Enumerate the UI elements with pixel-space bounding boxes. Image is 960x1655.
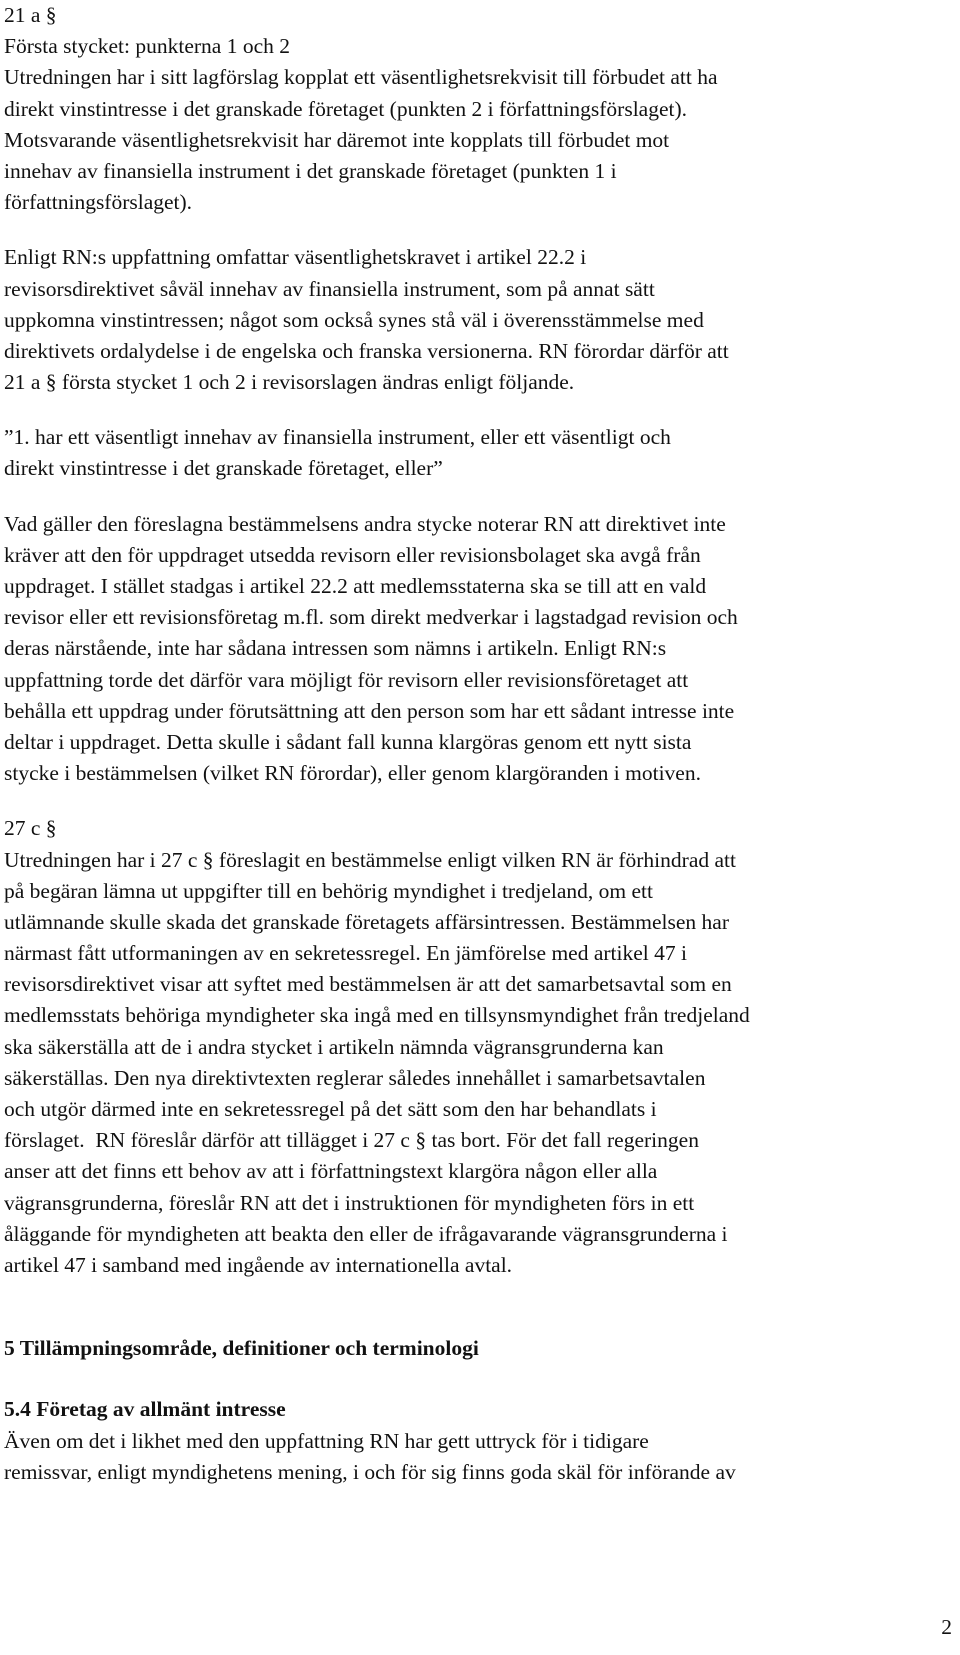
text-line: stycke i bestämmelsen (vilket RN förordar), eller genom klargöranden i motiven. [4, 761, 701, 786]
text-line: medlemsstats behöriga myndigheter ska ingå med en tillsynsmyndighet från tredjeland [4, 1003, 750, 1028]
text-line: förslaget. RN föreslår därför att tillägget i 27 c § tas bort. För det fall regeringen [4, 1128, 699, 1153]
text-line: Motsvarande väsentlighetsrekvisit har däremot inte kopplats till förbudet mot [4, 127, 670, 152]
text-line: och utgör därmed inte en sekretessregel på det sätt som den har behandlats i [4, 1097, 657, 1121]
document-page [4, 0, 952, 1488]
text-line: kräver att den för uppdraget utsedda revisorn eller revisionsbolaget ska avgå från [4, 542, 701, 567]
paragraph-2 [4, 242, 952, 398]
subheading-forsta-stycket: Första stycket: punkterna 1 och 2 [4, 34, 291, 59]
spacer [4, 218, 952, 242]
text-line: direktivets ordalydelse i de engelska och franska versionerna. RN förordar därför att [4, 338, 729, 363]
text-line: närmast fått utformaningen av en sekretessregel. En jämförelse med artikel 47 i [4, 941, 687, 966]
section-heading-5-4: 5.4 Företag av allmänt intresse [4, 1397, 286, 1422]
text-line: Utredningen har i 27 c § föreslagit en bestämmelse enligt vilken RN är förhindrad att [4, 847, 736, 872]
spacer [4, 398, 952, 422]
text-line: 21 a § första stycket 1 och 2 i revisorslagen ändras enligt följande. [4, 370, 575, 395]
paragraph-27c [4, 845, 952, 1282]
text-line: ”1. har ett väsentligt innehav av finansiella instrument, eller ett väsentligt och [4, 425, 671, 450]
text-line: författningsförslaget). [4, 190, 193, 215]
text-line: artikel 47 i samband med ingående av internationella avtal. [4, 1252, 513, 1277]
section-heading-21a: 21 a § [4, 3, 57, 27]
section-heading-27c: 27 c § [4, 816, 57, 841]
text-line: Enligt RN:s uppfattning omfattar väsentlighetskravet i artikel 22.2 i [4, 245, 587, 270]
text-line: remissvar, enligt myndighetens mening, i och för sig finns goda skäl för införande av [4, 1459, 736, 1484]
text-line: åläggande för myndigheten att beakta den eller de ifrågavarande vägransgrunderna i [4, 1221, 728, 1246]
chapter-heading: 5 Tillämpningsområde, definitioner och terminologi [4, 1336, 479, 1361]
text-line: direkt vinstintresse i det granskade företaget (punkten 2 i författningsförslaget). [4, 96, 688, 121]
text-line: deras närstående, inte har sådana intressen som nämns i artikeln. Enligt RN:s [4, 636, 667, 661]
text-line: Vad gäller den föreslagna bestämmelsens andra stycke noterar RN att direktivet inte [4, 511, 726, 536]
quoted-proposal [4, 422, 952, 484]
text-line: vägransgrunderna, föreslår RN att det i instruktionen för myndigheten förs in ett [4, 1190, 695, 1215]
text-line: anser att det finns ett behov av att i författningstext klargöra någon eller alla [4, 1159, 658, 1184]
text-line: deltar i uppdraget. Detta skulle i sådant fall kunna klargöras genom ett nytt sista [4, 729, 692, 754]
text-line: ska säkerställa att de i andra stycket i artikeln nämnda vägransgrunderna kan [4, 1034, 664, 1059]
text-line: revisorsdirektivet visar att syftet med bestämmelsen är att det samarbetsavtal som en [4, 972, 732, 997]
text-line: uppfattning torde det därför vara möjligt för revisorn eller revisionsföretaget att [4, 667, 689, 692]
paragraph-5-4 [4, 1426, 952, 1488]
text-line: Även om det i likhet med den uppfattning RN har gett uttryck för i tidigare [4, 1428, 649, 1453]
paragraph-3 [4, 509, 952, 790]
page-number: 2 [941, 1615, 952, 1639]
text-line: uppdraget. I stället stadgas i artikel 22.2 att medlemsstaterna ska se till att en vald [4, 574, 707, 598]
text-line: Utredningen har i sitt lagförslag kopplat ett väsentlighetsrekvisit till förbudet att ha [4, 65, 718, 90]
text-line: på begäran lämna ut uppgifter till en behörig myndighet i tredjeland, om ett [4, 878, 653, 903]
text-line: säkerställas. Den nya direktivtexten reglerar således innehållet i samarbetsavtalen [4, 1065, 706, 1090]
spacer [4, 789, 952, 813]
paragraph-1 [4, 62, 952, 218]
text-line: utlämnande skulle skada det granskade företagets affärsintressen. Bestämmelsen har [4, 909, 729, 934]
spacer [4, 1281, 952, 1333]
text-line: direkt vinstintresse i det granskade företaget, eller” [4, 456, 443, 481]
spacer [4, 485, 952, 509]
text-line: uppkomna vinstintressen; något som också synes stå väl i överensstämmelse med [4, 307, 704, 332]
text-line: behålla ett uppdrag under förutsättning att den person som har ett sådant intresse inte [4, 698, 735, 723]
text-line: revisorsdirektivet såväl innehav av finansiella instrument, som på annat sätt [4, 276, 655, 301]
text-line: revisor eller ett revisionsföretag m.fl. som direkt medverkar i lagstadgad revision och [4, 605, 738, 630]
text-line: innehav av finansiella instrument i det granskade företaget (punkten 1 i [4, 158, 617, 183]
spacer [4, 1364, 952, 1394]
